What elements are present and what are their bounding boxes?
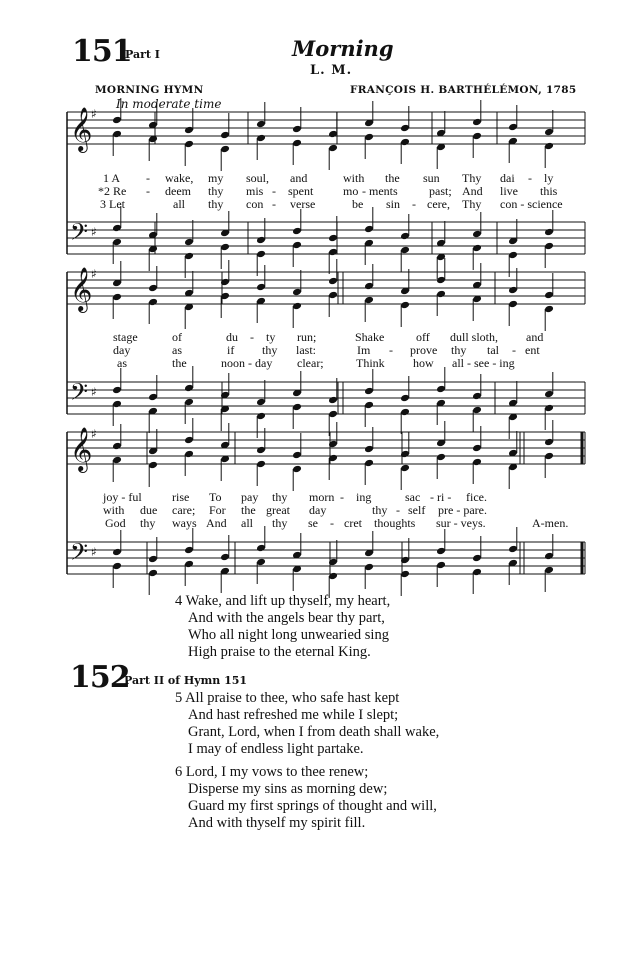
hymn-152-part: Part II of Hymn 151 [124,674,248,687]
sharp-icon: ♯ [91,225,97,239]
lyric-word: ways [172,516,197,530]
lyric-word: And [462,184,483,198]
sharp-icon: ♯ [91,545,97,559]
lyric-word: - [146,184,150,198]
lyric-word: clear; [297,356,324,370]
lyric-word: ent [525,343,540,357]
lyric-word: Thy [462,171,482,185]
tempo-marking: In moderate time [116,97,222,111]
hymn-title: Morning [292,36,394,61]
lyric-word: thoughts [374,516,416,530]
tune-name: MORNING HYMN [95,84,204,96]
lyric-word: con [246,197,264,211]
lyric-word: God [105,516,126,530]
lyric-word: - [330,516,334,530]
lyric-word: sun [423,171,440,185]
lyric-word: the [385,171,400,185]
lyric-word: - [272,184,276,198]
lyric-word: pay [241,490,259,504]
lyric-word: all [173,197,185,211]
stanza-6 [175,764,437,832]
lyric-word: live [500,184,518,198]
meter-label: L. M. [310,63,353,78]
lyric-word: soul, [246,171,270,185]
lyric-word: due [140,503,158,517]
lyric-word: se [308,516,318,530]
lyric-word: cere, [427,197,450,211]
lyric-word: ly [544,171,554,185]
lyric-word: self [408,503,426,517]
lyric-word: thy [262,343,278,357]
lyric-word: run; [297,330,317,344]
treble-clef-icon: 𝄞 [70,267,93,311]
bass-clef-icon: 𝄢 [70,218,89,251]
sharp-icon: ♯ [91,427,97,441]
composer-credit: FRANÇOIS H. BARTHÉLÉMON, 1785 [350,84,577,96]
sharp-icon: ♯ [91,267,97,281]
bass-clef-icon: 𝄢 [70,378,89,411]
lyric-word: mis [246,184,264,198]
lyric-word: if [227,343,235,357]
lyric-word: of [172,330,182,344]
lyric-word: wake, [165,171,194,185]
bass-clef-icon: 𝄢 [70,538,89,571]
stanza-line: Who all night long unwearied sing [188,627,389,643]
lyric-word: care; [172,503,196,517]
sharp-icon: ♯ [91,385,97,399]
lyric-word: thy [140,516,156,530]
lyric-word: Shake [355,330,385,344]
lyric-word: 3 Let [100,197,125,211]
lyric-word: cret [344,516,362,530]
lyric-word: - ments [362,184,398,198]
stanza-line: 4 Wake, and lift up thyself, my heart, [175,593,391,609]
lyric-word: as [172,343,182,357]
lyric-word: day [113,343,131,357]
lyric-word: A-men. [532,516,569,530]
lyric-word: last: [296,343,316,357]
hymn-152-number: 152 [70,660,130,695]
lyric-word: - [412,197,416,211]
lyric-word: *2 Re [98,184,127,198]
lyric-word: with [103,503,125,517]
lyric-word: - [528,171,532,185]
stanza-line: Grant, Lord, when I from death shall wake, [188,724,440,740]
lyric-word: dull sloth, [450,330,499,344]
lyric-word: - [340,490,344,504]
lyric-word: joy - ful [103,490,142,504]
lyric-word: sac [405,490,421,504]
lyric-word: my [208,171,224,185]
lyric-word: with [343,171,365,185]
lyric-word: - ri - [430,490,452,504]
lyric-word: fice. [466,490,487,504]
lyric-word: For [209,503,226,517]
lyric-word: - [146,171,150,185]
lyric-word: con - science [500,197,563,211]
treble-clef-icon: 𝄞 [70,427,93,471]
lyric-word: 1 A [103,171,121,185]
lyric-word: as [117,356,127,370]
lyric-word: du [226,330,238,344]
part-label: Part I [125,48,160,61]
lyric-word: all [241,516,253,530]
stanza-line: And hast refreshed me while I slept; [188,707,399,723]
lyric-word: off [416,330,430,344]
sharp-icon: ♯ [91,107,97,121]
lyric-word: thy [372,503,388,517]
lyric-word: Im [357,343,371,357]
lyric-word: - [389,343,393,357]
stanza-4 [175,593,390,661]
lyric-word: and [526,330,544,344]
lyric-word: ty [266,330,276,344]
lyric-word: stage [113,330,138,344]
lyric-word: past; [429,184,452,198]
lyric-word: Thy [462,197,482,211]
stanza-line: Guard my first springs of thought and will, [188,798,437,814]
lyric-word: this [540,184,558,198]
lyric-word: Think [356,356,385,370]
lyric-word: dai [500,171,515,185]
lyric-word: all - see - ing [452,356,515,370]
lyric-word: - [396,503,400,517]
lyric-word: And [206,516,227,530]
lyric-word: thy [451,343,467,357]
stanza-line: I may of endless light partake. [188,741,364,757]
lyric-word: and [290,171,308,185]
lyric-word: pre - pare. [438,503,487,517]
lyric-word: how [413,356,434,370]
stanza-5 [175,690,439,758]
lyric-word: sur - veys. [436,516,486,530]
lyric-word: the [241,503,256,517]
lyric-word: tal [487,343,499,357]
stanza-line: 5 All praise to thee, who safe hast kept [175,690,400,706]
lyric-word: sin [386,197,401,211]
lyric-word: - [512,343,516,357]
stanza-line: And with the angels bear thy part, [188,610,385,626]
stanza-line: 6 Lord, I my vows to thee renew; [175,764,369,780]
lyric-word: day [309,503,327,517]
hymn-number: 151 [72,34,132,69]
lyric-word: be [352,197,364,211]
stanza-line: High praise to the eternal King. [188,644,371,660]
lyric-word: thy [208,197,224,211]
stanza-line: And with thyself my spirit fill. [188,815,366,831]
lyric-word: mo [343,184,359,198]
stanza-line: Disperse my sins as morning dew; [188,781,388,797]
lyric-word: great [266,503,290,517]
treble-clef-icon: 𝄞 [70,107,93,151]
lyric-word: To [209,490,222,504]
lyric-word: thy [272,516,288,530]
lyric-word: - [250,330,254,344]
lyric-word: verse [290,197,316,211]
lyric-word: spent [288,184,314,198]
lyric-word: deem [165,184,191,198]
lyric-word: rise [172,490,190,504]
lyric-word: thy [272,490,288,504]
lyric-word: - [272,197,276,211]
lyric-word: ing [356,490,372,504]
lyric-word: thy [208,184,224,198]
lyric-word: the [172,356,187,370]
lyric-word: prove [410,343,438,357]
lyric-word: morn [309,490,335,504]
lyric-word: noon - day [221,356,273,370]
